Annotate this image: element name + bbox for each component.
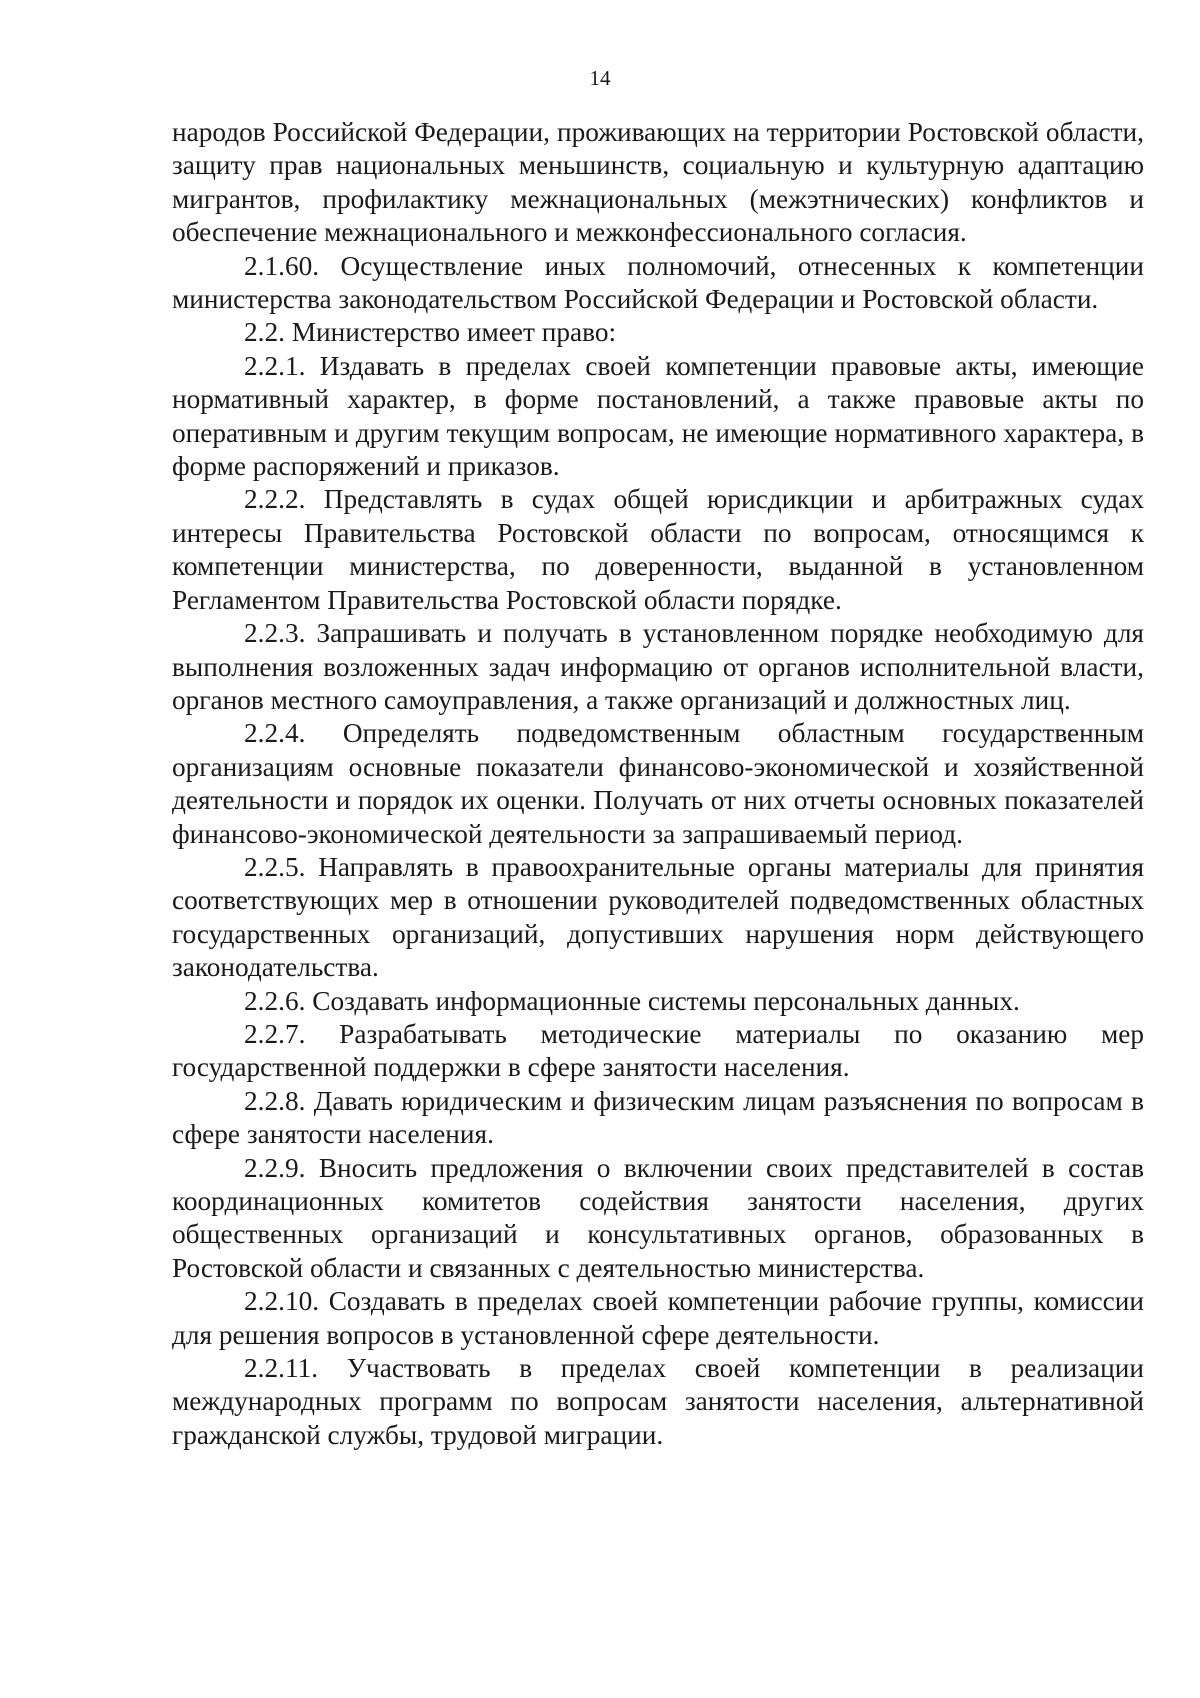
paragraph-2-2-3: 2.2.3. Запрашивать и получать в установленном порядке необходимую для выполнения возложенных задач информацию от органов исполнительной власти, органов местного самоуправления, а также организаций и должностных лиц. — [172, 618, 1144, 715]
paragraph-2-1-60: 2.1.60. Осуществление иных полномочий, отнесенных к компетенции министерства законодательством Российской Федерации и Ростовской области. — [172, 250, 1144, 315]
document-body — [172, 116, 1144, 1452]
paragraph-2-2-7: 2.2.7. Разрабатывать методические материалы по оказанию мер государственной поддержки в сфере занятости населения. — [172, 1018, 1144, 1083]
paragraph-2-2-4: 2.2.4. Определять подведомственным областным государственным организациям основные показатели финансово-экономической и хозяйственной деятельности и порядок их оценки. Получать от них отчеты основных показателей финансово-экономической деятельности за запрашиваемый период. — [172, 718, 1144, 849]
paragraph-2-2-1: 2.2.1. Издавать в пределах своей компетенции правовые акты, имеющие нормативный характер, в форме постановлений, а также правовые акты по оперативным и другим текущим вопросам, не имеющие нормативного характера, в форме распоряжений и приказов. — [172, 350, 1144, 482]
paragraph-2-2-2: 2.2.2. Представлять в судах общей юрисдикции и арбитражных судах интересы Правительства Ростовской области по вопросам, относящимся к компетенции министерства, по доверенности, выданной в установленном Регламентом Правительства Ростовской области порядке. — [172, 484, 1144, 615]
paragraph-2-2-5: 2.2.5. Направлять в правоохранительные органы материалы для принятия соответствующих мер в отношении руководителей подведомственных областных государственных организаций, допустивших нарушения норм действующего законодательства. — [172, 851, 1144, 983]
paragraph-2-2-8: 2.2.8. Давать юридическим и физическим лицам разъяснения по вопросам в сфере занятости населения. — [172, 1085, 1144, 1150]
paragraph-2-2: 2.2. Министерство имеет право: — [244, 317, 617, 348]
paragraph-2-2-10: 2.2.10. Создавать в пределах своей компетенции рабочие группы, комиссии для решения вопросов в установленной сфере деятельности. — [172, 1286, 1144, 1350]
paragraph-continuation: народов Российской Федерации, проживающих на территории Ростовской области, защиту прав национальных меньшинств, социальную и культурную адаптацию мигрантов, профилактику межнациональных (межэтнических) конфликтов и обеспечение межнационального и межконфессионального согласия. — [172, 117, 1144, 248]
paragraph-2-2-6: 2.2.6. Создавать информационные системы персональных данных. — [244, 985, 1020, 1016]
paragraph-2-2-9: 2.2.9. Вносить предложения о включении своих представителей в состав координационных комитетов содействия занятости населения, других общественных организаций и консультативных органов, образованных в Ростовской области и связанных с деятельностью министерства. — [172, 1152, 1144, 1283]
page-number: 14 — [589, 66, 611, 90]
paragraph-2-2-11: 2.2.11. Участвовать в пределах своей компетенции в реализации международных программ по вопросам занятости населения, альтернативной гражданской службы, трудовой миграции. — [172, 1353, 1144, 1450]
